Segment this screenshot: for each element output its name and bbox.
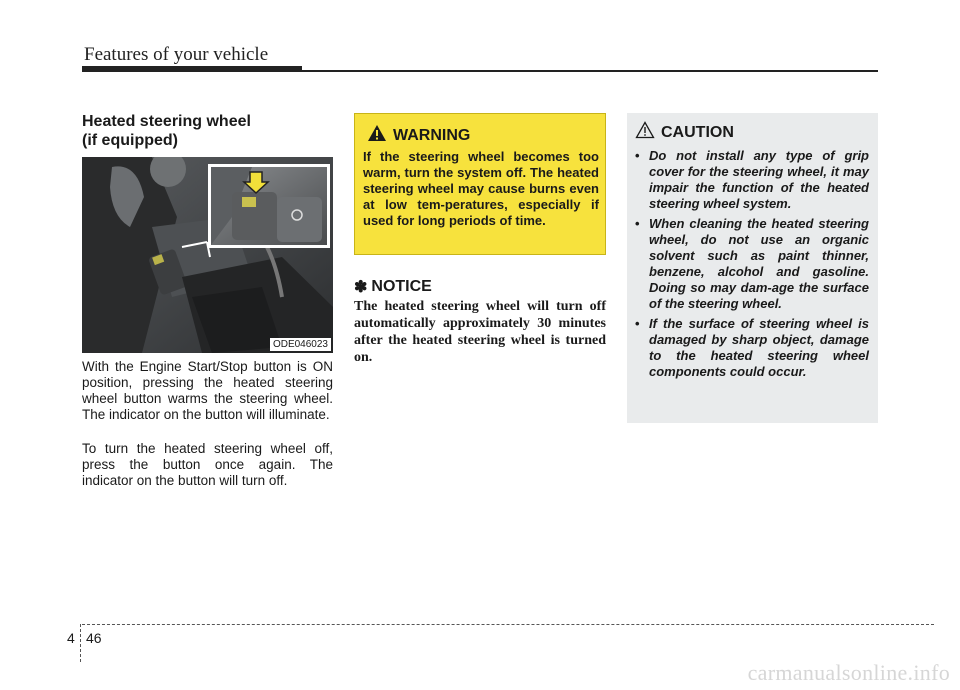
body-paragraph-2: To turn the heated steering wheel off, press the button once again. The indicator on the button will turn off. bbox=[82, 441, 333, 488]
caution-title: CAUTION bbox=[661, 123, 734, 141]
watermark: carmanualsonline.info bbox=[747, 660, 950, 685]
caution-header bbox=[635, 121, 734, 144]
body-paragraph-1: With the Engine Start/Stop button is ON position, pressing the heated steering wheel button warms the steering wheel. The indicator on the button will illuminate. bbox=[82, 359, 333, 422]
photo-code: ODE046023 bbox=[270, 338, 331, 351]
caution-list bbox=[635, 148, 869, 384]
section-title-line2: (if equipped) bbox=[82, 132, 178, 149]
chapter-number: 4 bbox=[67, 630, 75, 646]
footer-divider bbox=[80, 624, 81, 662]
notice-symbol-icon: ✽ bbox=[354, 279, 368, 296]
notice-text: The heated steering wheel will turn off automatically approximately 30 minutes after the heated steering wheel is turned on. bbox=[354, 299, 606, 365]
header-rule-thick bbox=[82, 66, 302, 72]
warning-header bbox=[367, 124, 470, 147]
warning-text: If the steering wheel becomes too warm, turn the system off. The heated steering wheel may cause burns even at low tem-peratures, especially if used for long periods of time. bbox=[363, 149, 599, 228]
page-header-title: Features of your vehicle bbox=[84, 44, 269, 65]
page-number: 46 bbox=[86, 630, 102, 646]
console-illustration bbox=[82, 157, 333, 353]
caution-item: • When cleaning the heated steering wheel, do not use an organic solvent such as paint thinner, benzene, alcohol and gasoline. Doing so may dam-age the surface of the steering wheel. bbox=[635, 216, 869, 311]
notice-header bbox=[354, 277, 432, 297]
warning-triangle-icon bbox=[367, 124, 387, 147]
section-title bbox=[82, 112, 332, 150]
caution-box bbox=[627, 113, 878, 423]
caution-item: • Do not install any type of grip cover for the steering wheel, it may impair the function of the heated steering wheel system. bbox=[635, 148, 869, 211]
heated-steering-button-photo bbox=[82, 157, 333, 353]
warning-box bbox=[354, 113, 606, 255]
section-title-line1: Heated steering wheel bbox=[82, 113, 251, 130]
caution-triangle-icon bbox=[635, 121, 655, 144]
warning-title: WARNING bbox=[393, 126, 471, 144]
header-rule-thin bbox=[302, 70, 878, 72]
notice-title: NOTICE bbox=[371, 278, 432, 295]
footer-rule bbox=[82, 624, 934, 625]
caution-item: • If the surface of steering wheel is damaged by sharp object, damage to the heated steering wheel components could occur. bbox=[635, 316, 869, 379]
